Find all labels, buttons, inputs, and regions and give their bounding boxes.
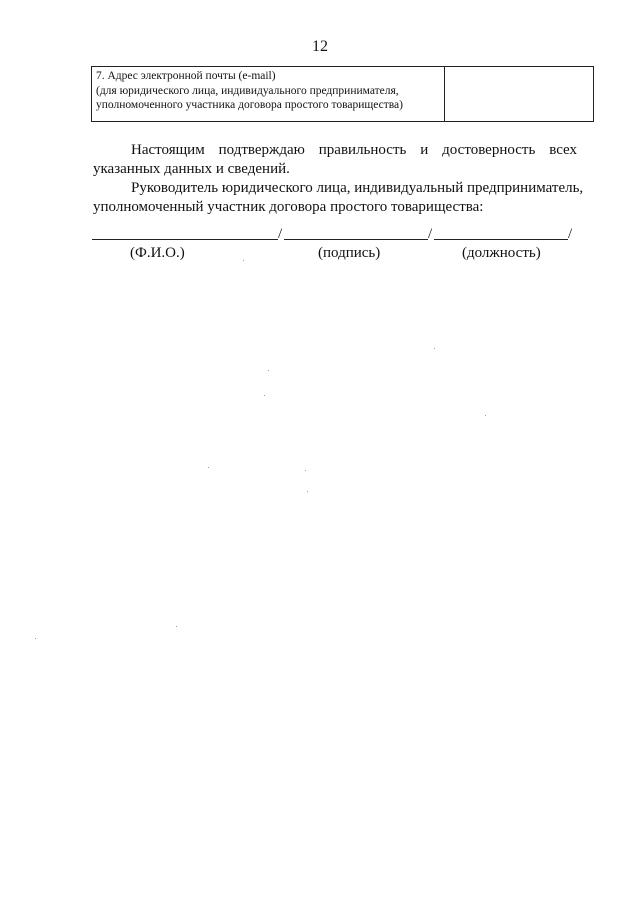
email-value-cell[interactable] [445,67,594,122]
scan-speck [264,395,265,396]
confirmation-word: и [420,142,429,158]
confirmation-word: правильность [318,142,407,158]
confirmation-word: всех [549,142,577,158]
email-label-line-2: (для юридического лица, индивидуального предпринимателя, [96,84,399,97]
separator-slash: / [568,226,573,242]
head-line-2: уполномоченный участник договора простого товарищества: [93,199,484,215]
page-number: 12 [312,38,328,55]
separator-slash: / [428,226,433,242]
scan-speck [307,491,308,492]
confirmation-paragraph [93,141,577,179]
position-caption: (должность) [462,245,541,261]
email-label-line-1: 7. Адрес электронной почты (e-mail) [96,70,276,82]
confirmation-line-1 [93,141,577,160]
signature-row [92,224,578,244]
head-paragraph [93,179,584,217]
scan-speck [176,626,177,627]
email-table [91,66,594,122]
confirmation-word: достоверность [442,142,536,158]
fio-field-line[interactable] [92,239,278,240]
confirmation-word: Настоящим [131,142,205,158]
confirmation-word: подтверждаю [218,142,305,158]
scan-speck [35,638,36,639]
separator-slash: / [278,226,283,242]
fio-caption: (Ф.И.О.) [130,245,185,261]
signature-caption: (подпись) [318,245,381,261]
scan-speck [305,470,306,471]
email-label-cell [92,67,445,122]
scan-speck [243,260,244,261]
position-field-line[interactable] [434,239,568,240]
scan-speck [485,415,486,416]
table-row [92,67,594,122]
scan-speck [268,370,269,371]
email-label-line-3: уполномоченного участника договора простого товарищества) [96,99,403,111]
confirmation-line-2: указанных данных и сведений. [93,161,290,177]
signature-field-line[interactable] [284,239,428,240]
head-line-1: Руководитель юридического лица, индивидуальный предприниматель, [131,180,584,196]
scan-speck [208,467,209,468]
scan-speck [434,348,435,349]
